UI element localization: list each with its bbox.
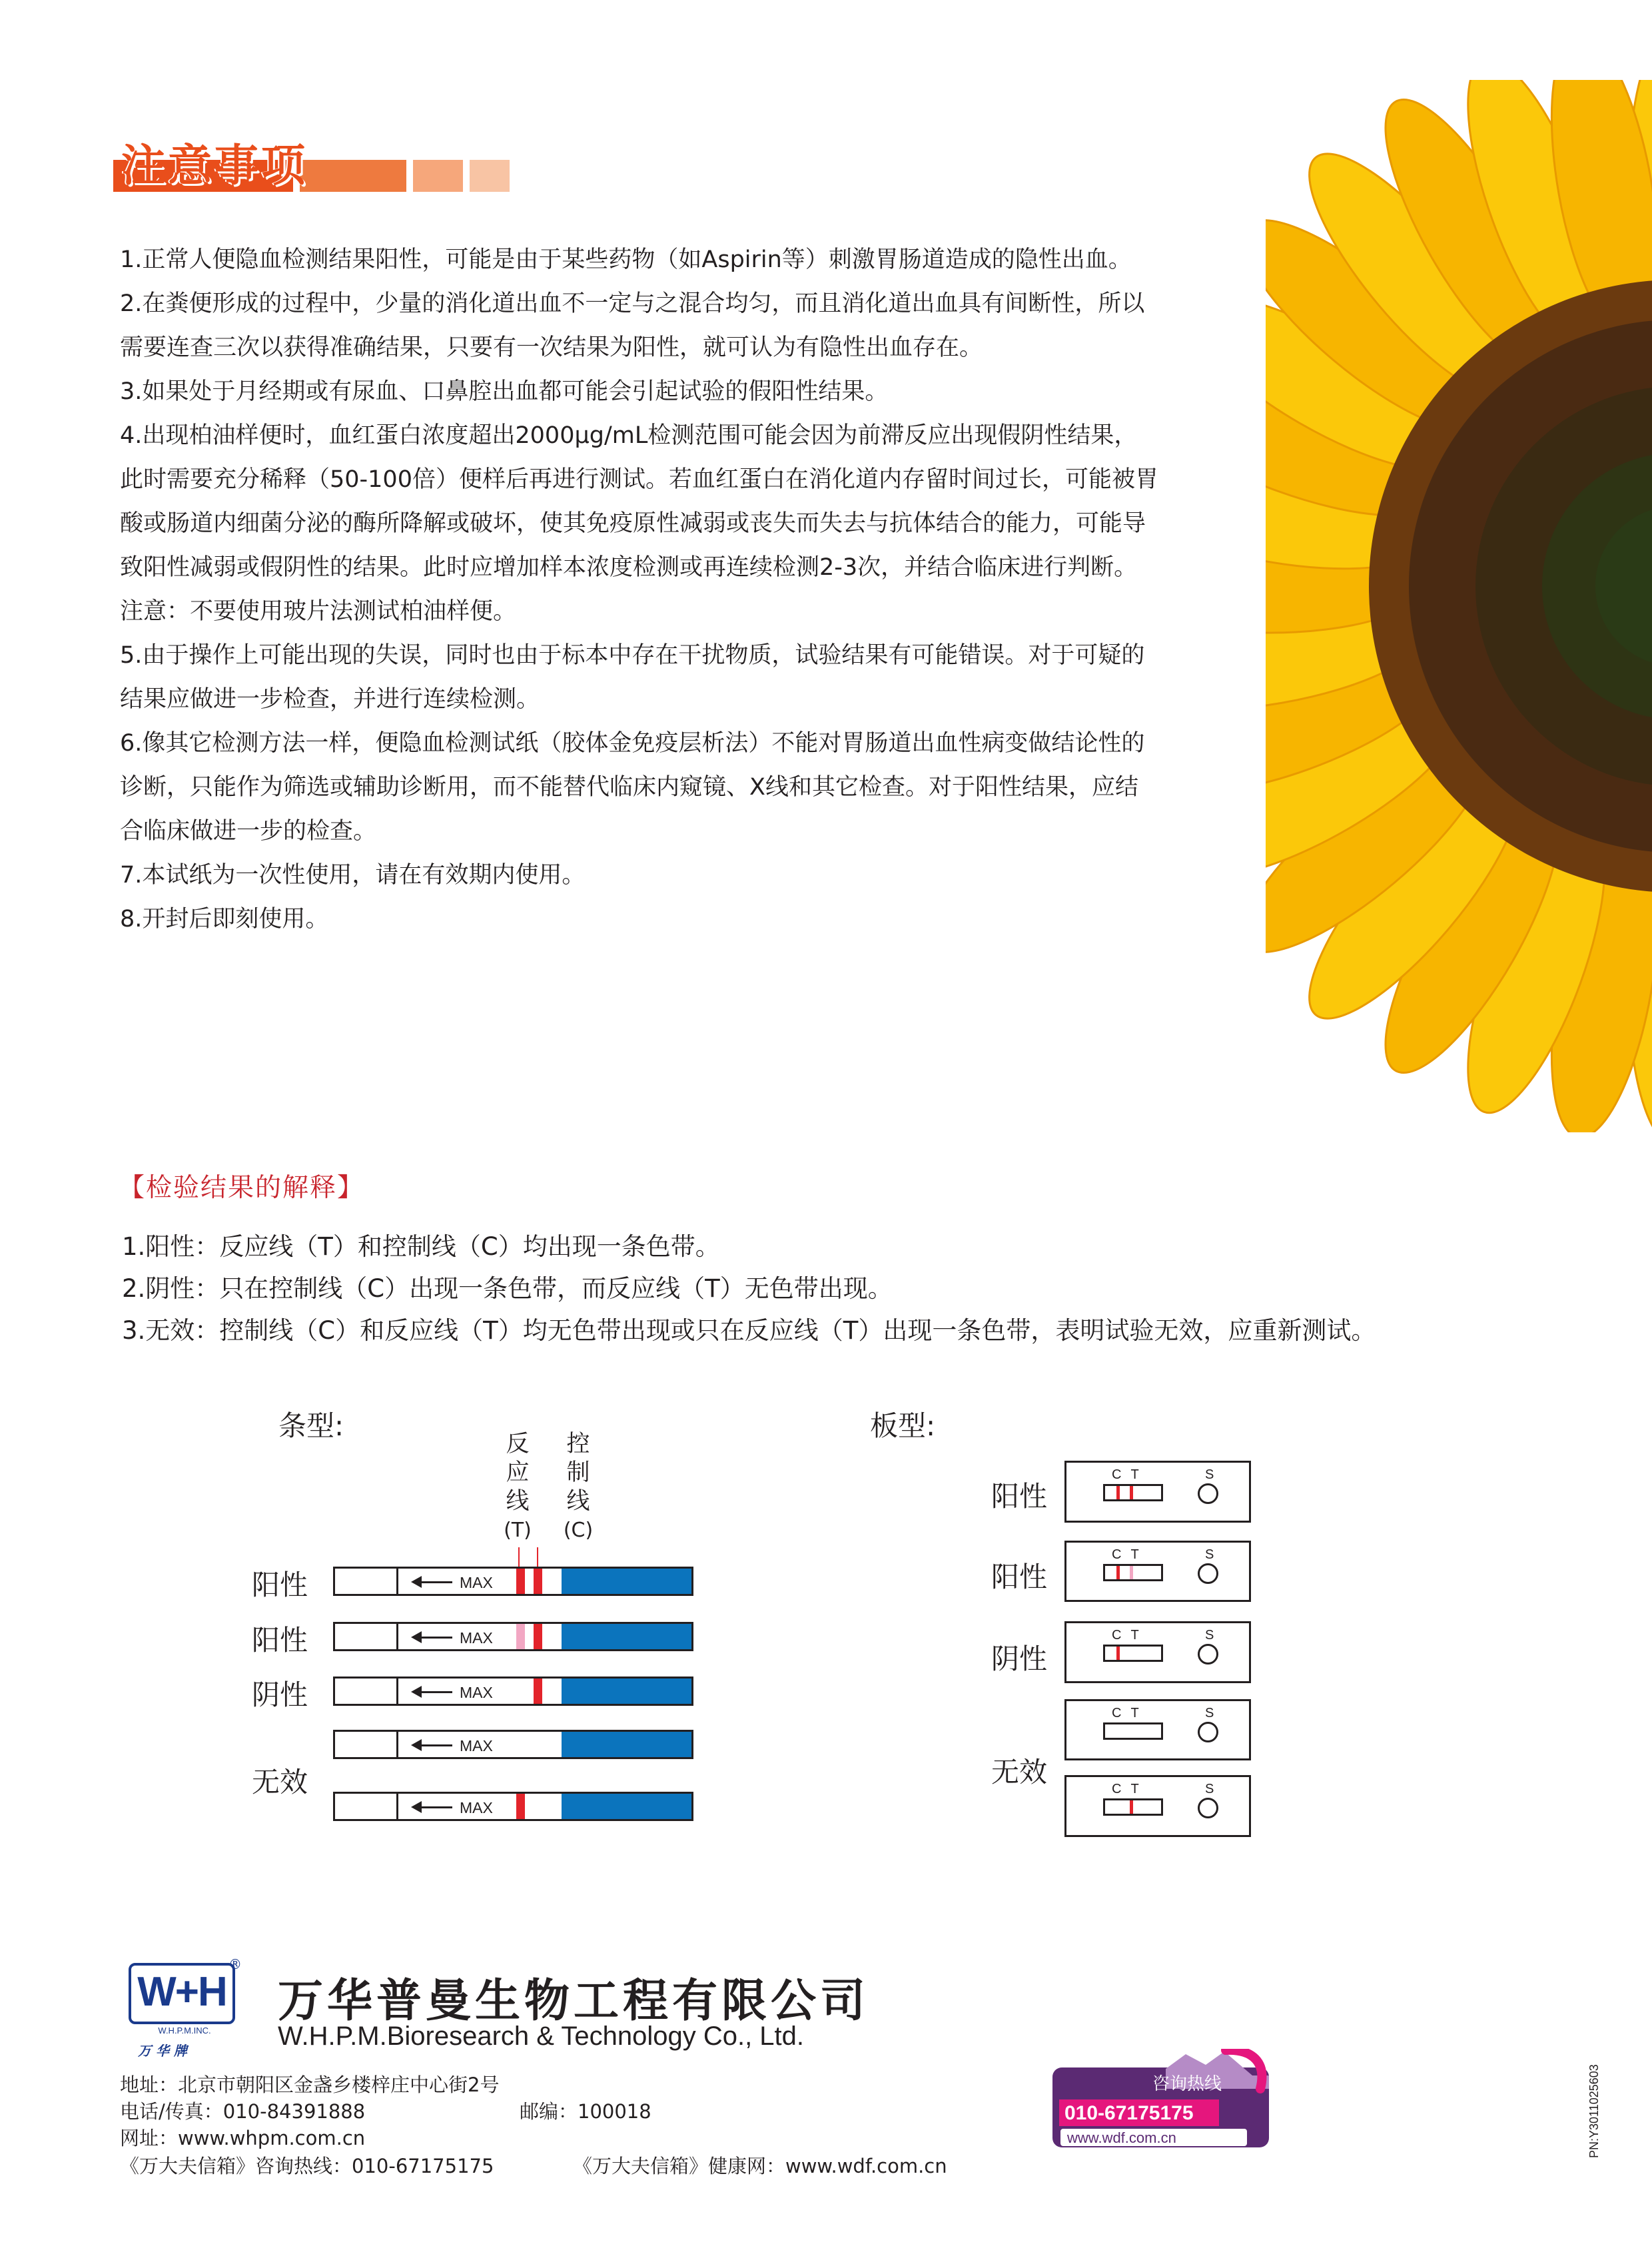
c-band bbox=[534, 1679, 542, 1704]
result-item: 3.无效：控制线（C）和反应线（T）均无色带出现或只在反应线（T）出现一条色带，表明试验无效，应重新测试。 bbox=[122, 1316, 1376, 1345]
ct-label: CT bbox=[1112, 1782, 1148, 1796]
c-label-char: 线 bbox=[566, 1488, 590, 1515]
c-band bbox=[534, 1569, 542, 1594]
ct-label: CT bbox=[1112, 1628, 1148, 1643]
ct-label: CT bbox=[1112, 1547, 1148, 1562]
plate-label: 阳性 bbox=[991, 1480, 1048, 1513]
t-pointer-line bbox=[518, 1547, 520, 1567]
t-line-label bbox=[501, 1430, 534, 1545]
website: 网址：www.whpm.com.cn bbox=[120, 2127, 366, 2149]
note-item: 2.在粪便形成的过程中，少量的消化道出血不一定与之混合均匀，而且消化道出血具有间断性，所以需要连查三次以获得准确结果，只要有一次结果为阳性，就可认为有隐性出血存在。 bbox=[120, 290, 1145, 361]
company-name-en: W.H.P.M.Bioresearch & Technology Co., Ltd. bbox=[278, 2022, 805, 2051]
test-plate bbox=[1064, 1541, 1251, 1602]
invalid-strip-label: 无效 bbox=[252, 1766, 308, 1798]
t-label-char: 线 bbox=[506, 1488, 530, 1515]
test-plate bbox=[1064, 1461, 1251, 1523]
c-line-label bbox=[562, 1430, 595, 1545]
results-heading: 【检验结果的解释】 bbox=[119, 1173, 365, 1203]
page-title: 注意事项 bbox=[121, 140, 308, 191]
sunflower-image bbox=[1266, 80, 1652, 1132]
note-item: 5.由于操作上可能出现的失误，同时也由于标本中存在干扰物质，试验结果有可能错误。对于可疑的结果应做进一步检查，并进行连续检测。 bbox=[120, 642, 1145, 713]
test-strip bbox=[333, 1567, 693, 1596]
registered-icon: ® bbox=[228, 1956, 242, 1972]
strip-label: 阳性 bbox=[252, 1624, 308, 1657]
c-label-char: 控 bbox=[566, 1431, 590, 1457]
max-label: MAX bbox=[460, 1799, 493, 1816]
max-label: MAX bbox=[460, 1574, 493, 1591]
s-label: S bbox=[1205, 1547, 1214, 1562]
c-band bbox=[534, 1624, 542, 1649]
sample-well bbox=[1198, 1563, 1218, 1584]
company-logo bbox=[129, 1956, 254, 2069]
part-number: PN:Y3011025603 bbox=[1587, 2064, 1601, 2158]
t-band bbox=[516, 1569, 525, 1594]
test-strip bbox=[333, 1730, 693, 1759]
ct-label: CT bbox=[1112, 1467, 1148, 1482]
sample-well bbox=[1198, 1483, 1218, 1504]
sample-well bbox=[1198, 1644, 1218, 1665]
c-label-char: (C) bbox=[563, 1519, 594, 1542]
badge-url: www.wdf.com.cn bbox=[1067, 2129, 1176, 2146]
badge-phone: 010-67175175 bbox=[1064, 2102, 1194, 2124]
logo-brand: 万 华 牌 bbox=[138, 2043, 187, 2059]
test-plate bbox=[1064, 1775, 1251, 1837]
logo-text: W+H bbox=[137, 1969, 226, 2015]
note-item: 4.出现柏油样便时，血红蛋白浓度超出2000μg/mL检测范围可能会因为前滞反应出现假阴性结果，此时需要充分稀释（50-100倍）便样后再进行测试。若血红蛋白在消化道内存留时间过长，可能被胃酸或肠道内细菌分泌的酶所降解或破坏，使其免疫原性减弱或丧失而失去与抗体结合的能力，可能导致阳性减弱或假阴性的结果。此时应增加样本浓度检测或再连续检测2-3次，并结合临床进行判断。注意：不要使用玻片法测试柏油样便。 bbox=[120, 422, 1158, 625]
hotline-badge bbox=[1052, 2049, 1269, 2147]
badge-title: 咨询热线 bbox=[1152, 2074, 1222, 2094]
sample-well bbox=[1198, 1798, 1218, 1818]
s-label: S bbox=[1205, 1706, 1214, 1720]
test-plate bbox=[1064, 1699, 1251, 1760]
s-label: S bbox=[1205, 1467, 1214, 1482]
c-pointer-line bbox=[537, 1547, 538, 1567]
phone-fax: 电话/传真：010-84391888 bbox=[120, 2100, 366, 2123]
health-website: 《万大夫信箱》健康网：www.wdf.com.cn bbox=[573, 2155, 947, 2177]
result-item: 1.阳性：反应线（T）和控制线（C）均出现一条色带。 bbox=[122, 1232, 720, 1261]
result-item: 2.阴性：只在控制线（C）出现一条色带，而反应线（T）无色带出现。 bbox=[122, 1274, 893, 1303]
strip-label: 阳性 bbox=[252, 1569, 308, 1601]
s-label: S bbox=[1205, 1782, 1214, 1796]
c-label-char: 制 bbox=[566, 1459, 590, 1486]
strip-type-title: 条型: bbox=[278, 1409, 344, 1442]
plate-type-title: 板型: bbox=[870, 1409, 936, 1442]
note-item: 1.正常人便隐血检测结果阳性，可能是由于某些药物（如Aspirin等）刺激胃肠道造成的隐性出血。 bbox=[120, 246, 1132, 273]
company-name-cn: 万华普曼生物工程有限公司 bbox=[278, 1975, 870, 2028]
t-label-char: 反 bbox=[506, 1431, 530, 1457]
max-label: MAX bbox=[460, 1629, 493, 1647]
test-strip bbox=[333, 1622, 693, 1651]
t-label-char: 应 bbox=[506, 1459, 530, 1486]
postcode: 邮编：100018 bbox=[520, 2100, 651, 2123]
results-list bbox=[122, 1226, 1376, 1351]
max-label: MAX bbox=[460, 1737, 493, 1754]
note-item: 6.像其它检测方法一样，便隐血检测试纸（胶体金免疫层析法）不能对胃肠道出血性病变做结论性的诊断，只能作为筛选或辅助诊断用，而不能替代临床内窥镜、X线和其它检查。对于阳性结果，应结合临床做进一步的检查。 bbox=[120, 730, 1145, 845]
precautions-list bbox=[120, 238, 1159, 941]
t-band bbox=[516, 1732, 525, 1757]
plate-label: 阳性 bbox=[991, 1561, 1048, 1593]
t-label-char: (T) bbox=[504, 1519, 532, 1542]
max-label: MAX bbox=[460, 1684, 493, 1701]
c-band bbox=[534, 1732, 542, 1757]
plate-label: 阴性 bbox=[991, 1643, 1048, 1675]
t-band bbox=[516, 1794, 525, 1819]
note-item: 7.本试纸为一次性使用，请在有效期内使用。 bbox=[120, 862, 586, 889]
note-item: 3.如果处于月经期或有尿血、口鼻腔出血都可能会引起试验的假阳性结果。 bbox=[120, 378, 889, 405]
address: 地址：北京市朝阳区金盏乡楼梓庄中心街2号 bbox=[120, 2073, 500, 2096]
s-label: S bbox=[1205, 1628, 1214, 1643]
sample-well bbox=[1198, 1722, 1218, 1742]
invalid-plate-label: 无效 bbox=[991, 1756, 1048, 1788]
note-item: 8.开封后即刻使用。 bbox=[120, 906, 329, 933]
hotline-line: 《万大夫信箱》咨询热线：010-67175175 bbox=[120, 2155, 494, 2177]
ct-label: CT bbox=[1112, 1706, 1148, 1720]
t-band bbox=[516, 1624, 525, 1649]
test-strip bbox=[333, 1792, 693, 1821]
test-plate bbox=[1064, 1621, 1251, 1683]
t-band bbox=[516, 1679, 525, 1704]
test-strip bbox=[333, 1677, 693, 1706]
c-band bbox=[534, 1794, 542, 1819]
logo-sub: W.H.P.M.INC. bbox=[158, 2026, 211, 2036]
strip-label: 阴性 bbox=[252, 1679, 308, 1711]
